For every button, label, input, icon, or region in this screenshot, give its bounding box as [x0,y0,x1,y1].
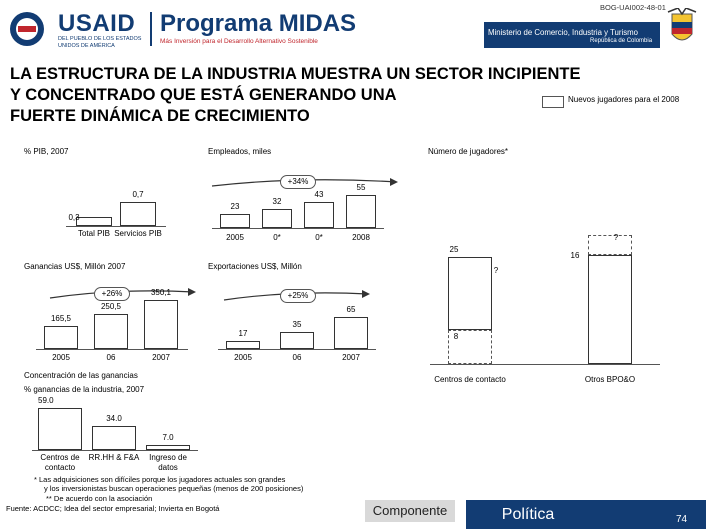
concentracion-subtitle: % ganancias de la industria, 2007 [24,385,145,394]
bar-empleados-2008 [346,195,376,228]
bar-conc-rrhh [92,426,136,450]
conc-cat-datos: Ingreso de datos [149,453,187,472]
title-line-2: Y CONCENTRADO QUE ESTÁ GENERANDO UNA [10,86,397,104]
bar-centros-existentes [448,257,492,330]
ganancias-title-text: Ganancias US$, Millón 2007 [24,262,126,271]
empleados-title: Empleados, miles [208,147,272,156]
page-number: 74 [676,514,688,525]
value-empleados-2005: 23 [230,202,240,212]
header-divider [150,12,152,46]
value-conc-datos: 7.0 [162,432,174,442]
value-centros-existentes: 25 [449,244,459,254]
bar-ganancias-2006 [94,314,128,349]
ganancias-title [24,262,125,271]
bar-empleados-2007 [304,202,334,228]
value-total-pib: 0,3 [68,213,80,222]
bar-export-2006 [280,332,314,350]
exportaciones-title [208,262,302,271]
pib-axis [66,226,166,227]
ganancias-growth-badge: +26% [94,287,130,301]
ganancias-cat-3: 2007 [152,353,170,362]
value-empleados-2008: 55 [356,183,366,192]
ministry-name: Ministerio de Comercio, Industria y Turismo [488,28,638,37]
bar-empleados-2006 [262,209,292,228]
empleados-cat-4: 2008 [352,233,370,242]
footnote-2: ** De acuerdo con la asociación [46,494,153,503]
bar-ganancias-2007 [144,300,178,349]
value-servicios-pib: 0,7 [132,190,144,200]
concentracion-axis [32,450,198,451]
value-otros-existentes: 16 [570,251,580,261]
jugadores-title: Número de jugadores* [428,147,509,156]
value-ganancias-2005: 165,5 [50,313,72,323]
exportaciones-title-text: Exportaciones US$, Millón [208,262,302,271]
title-line-3: FUERTE DINÁMICA DE CRECIMIENTO [10,107,310,125]
centros-unknown-mark: ? [493,266,499,275]
country-name: República de Colombia [590,38,653,44]
bar-ganancias-2005 [44,326,78,349]
bar-empleados-2005 [220,214,250,228]
exportaciones-axis [218,349,376,350]
footnote-source: Fuente: ACDCC; Idea del sector empresarial; Invierta en Bogotá [6,504,220,513]
pib-title: % PIB, 2007 [24,147,69,156]
legend-label: Nuevos jugadores para el 2008 [568,95,680,104]
empleados-growth-badge: +34% [280,175,316,189]
usaid-seal-icon [8,10,52,48]
bar-otros-existentes [588,255,632,364]
footnote-1b: y los inversionistas buscan operaciones pequeñas (menos de 200 posiciones) [44,484,304,493]
empleados-cat-1: 2005 [226,233,244,242]
value-conc-rrhh: 34.0 [106,413,122,423]
exportaciones-cat-1: 2005 [234,353,252,362]
program-tagline: Más Inversión para el Desarrollo Alternativo Sostenible [160,38,318,45]
usaid-wordmark: USAID [58,10,136,37]
bar-export-2005 [226,341,260,350]
usaid-subtitle: DEL PUEBLO DE LOS ESTADOS UNIDOS DE AMÉRICA [58,36,142,49]
concentracion-title: Concentración de las ganancias [24,371,138,380]
value-conc-centros: 59.0 [38,395,54,405]
bar-export-2007 [334,317,368,350]
colombia-crest-icon [664,8,700,52]
empleados-cat-3: 0* [315,233,323,242]
conc-cat-centros: Centros de contacto [40,453,80,472]
bar-servicios-pib [120,202,156,226]
jugadores-axis [430,364,660,365]
empleados-cat-2: 0* [273,233,281,242]
value-empleados-2006: 32 [272,196,282,206]
footer-politica-tab: Política [466,500,590,529]
empleados-axis [212,228,384,229]
footer-navy-strip [590,500,706,529]
jugadores-cat-centros: Centros de contacto [434,375,506,384]
footer-componente-tab: Componente [365,500,455,522]
pib-cat-servicios: Servicios PIB [114,229,162,238]
value-ganancias-2006: 250,5 [100,301,122,311]
ganancias-cat-1: 2005 [52,353,70,362]
ganancias-cat-2: 06 [106,353,116,362]
program-name: Programa MIDAS [160,10,357,37]
jugadores-cat-otros: Otros BPO&O [584,375,636,384]
ganancias-axis [36,349,188,350]
document-id: BOG-UAI002-48-01 [600,3,666,12]
pib-cat-total: Total PIB [77,229,110,238]
title-line-1: LA ESTRUCTURA DE LA INDUSTRIA MUESTRA UN SECTOR INCIPIENTE [10,65,581,83]
legend-swatch-new-players [542,96,564,108]
exportaciones-cat-2: 06 [292,353,302,362]
value-export-2007: 65 [346,304,356,314]
value-centros-nuevos: 8 [453,331,459,341]
value-export-2006: 35 [292,319,302,329]
conc-cat-rrhh: RR.HH & F&A [88,453,140,462]
exportaciones-cat-3: 2007 [342,353,360,362]
bar-conc-centros [38,408,82,450]
value-ganancias-2007: 350,1 [150,287,172,297]
exportaciones-growth-badge: +25% [280,289,316,303]
value-export-2005: 17 [238,328,248,338]
footnote-1: * Las adquisiciones son difíciles porque los jugadores actuales son grandes [34,475,286,484]
otros-unknown-mark: ? [613,233,619,242]
value-empleados-2007: 43 [314,190,324,200]
